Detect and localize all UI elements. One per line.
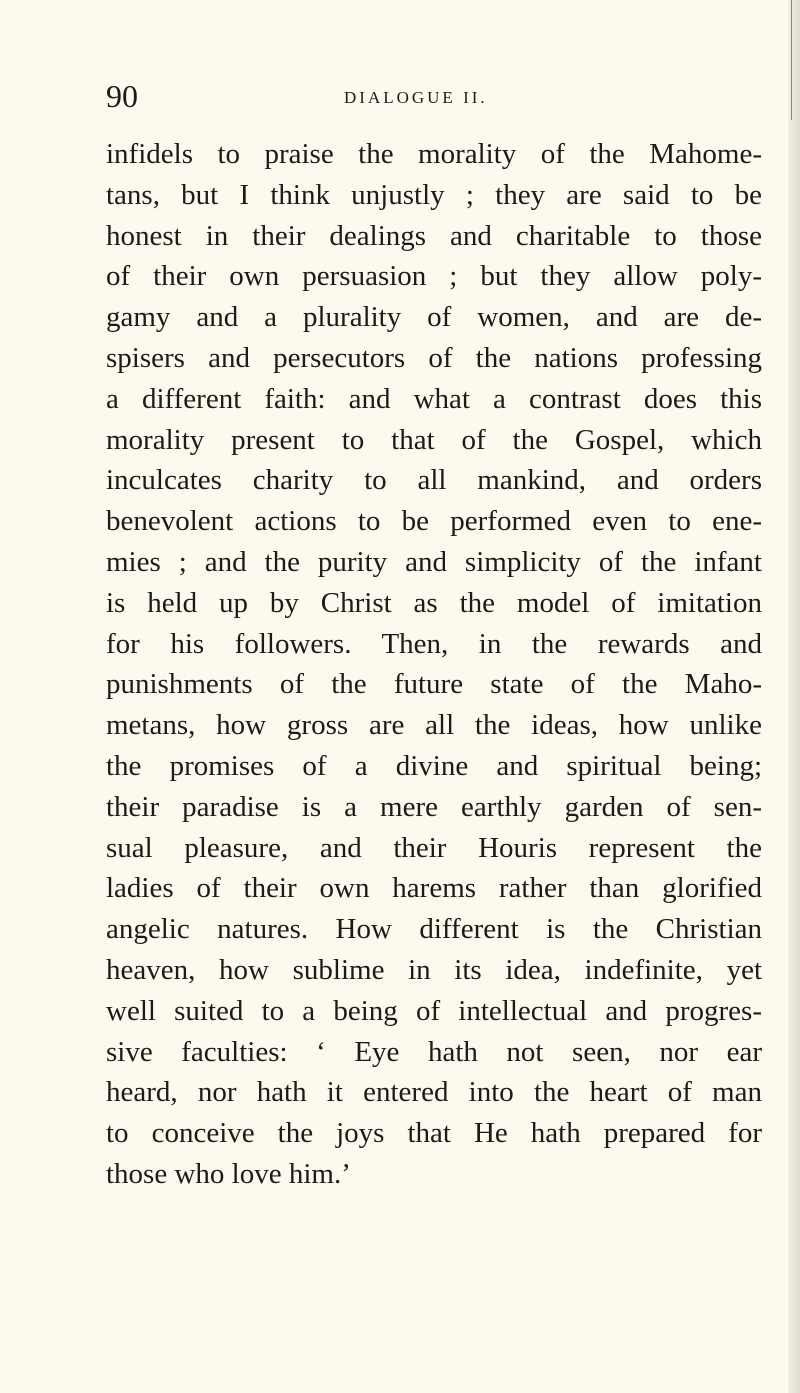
text-line: punishments of the future state of the Maho- (106, 668, 762, 701)
text-line: sual pleasure, and their Houris represent the (106, 831, 762, 864)
text-line: inculcates charity to all mankind, and orders (106, 464, 762, 497)
text-line: metans, how gross are all the ideas, how unlike (106, 709, 762, 742)
body-text (106, 134, 762, 1195)
text-line: ladies of their own harems rather than glorified (106, 872, 762, 905)
text-line: their paradise is a mere earthly garden of sen- (106, 790, 762, 823)
page-edge-line (791, 0, 792, 120)
text-line: benevolent actions to be performed even to ene- (106, 505, 762, 538)
text-line: tans, but I think unjustly ; they are said to be (106, 178, 762, 211)
text-line: heard, nor hath it entered into the heart of man (106, 1076, 762, 1109)
text-line: infidels to praise the morality of the Mahome- (106, 138, 762, 170)
text-line: well suited to a being of intellectual and progres- (106, 994, 762, 1027)
text-line: the promises of a divine and spiritual being; (106, 749, 762, 782)
page-edge (788, 0, 800, 1393)
text-line: honest in their dealings and charitable to those (106, 219, 762, 252)
page-number: 90 (106, 78, 138, 114)
text-line: spisers and persecutors of the nations professing (106, 341, 762, 374)
text-line: to conceive the joys that He hath prepared for (106, 1117, 762, 1150)
text-line: heaven, how sublime in its idea, indefinite, yet (106, 953, 762, 986)
text-line: mies ; and the purity and simplicity of the infant (106, 545, 762, 578)
text-line: for his followers. Then, in the rewards and (106, 627, 762, 660)
text-line: those who love him.’ (106, 1157, 351, 1190)
running-head: DIALOGUE II. (344, 88, 488, 107)
text-line: a different faith: and what a contrast does this (106, 382, 762, 415)
text-line: gamy and a plurality of women, and are de- (106, 301, 762, 334)
text-line: morality present to that of the Gospel, which (106, 423, 762, 456)
text-line: of their own persuasion ; but they allow poly- (106, 260, 762, 293)
page-header (106, 76, 746, 116)
text-line: is held up by Christ as the model of imitation (106, 586, 762, 619)
text-line: angelic natures. How different is the Christian (106, 913, 762, 946)
text-line: sive faculties: ‘ Eye hath not seen, nor ear (106, 1035, 762, 1068)
